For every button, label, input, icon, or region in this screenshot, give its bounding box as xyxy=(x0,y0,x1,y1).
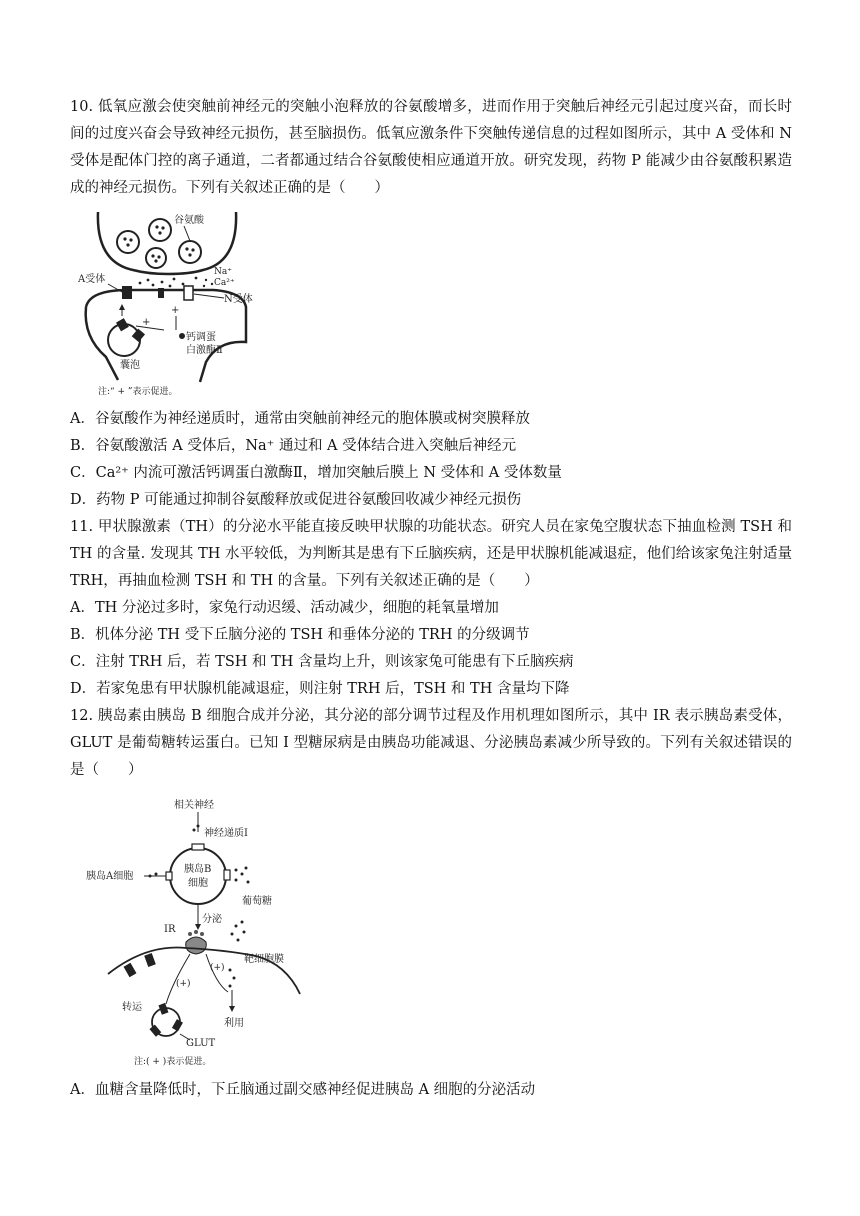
plus-label: (+) xyxy=(210,963,225,973)
q10-option-c: C．Ca²⁺ 内流可激活钙调蛋白激酶Ⅱ，增加突触后膜上 N 受体和 A 受体数量 xyxy=(70,465,562,481)
q10-option-d: D．药物 P 可能通过抑制谷氨酸释放或促进谷氨酸回收减少神经元损伤 xyxy=(70,492,522,508)
label-transmitter: 神经递质Ⅰ xyxy=(204,828,248,839)
q12-figure-note: 注:( + )表示促进。 xyxy=(134,1057,212,1067)
label-a-receptor: A受体 xyxy=(78,274,106,285)
insulin-receptor xyxy=(186,937,207,954)
label-glut: GLUT xyxy=(186,1038,216,1049)
label-enzyme-line2: 白激酶Ⅱ xyxy=(186,345,223,356)
plus-sign: + xyxy=(171,305,180,316)
q12-insulin-figure xyxy=(86,794,316,1074)
q10-synapse-figure xyxy=(78,212,258,402)
q10-option-a: A．谷氨酸作为神经递质时，通常由突触前神经元的胞体膜或树突膜释放 xyxy=(70,411,530,427)
label-na: Na⁺ xyxy=(214,267,232,277)
plus-sign: + xyxy=(142,317,151,328)
label-transport: 转运 xyxy=(122,1002,142,1013)
synaptic-vesicle xyxy=(146,248,166,268)
label-vesicle: 囊泡 xyxy=(120,360,140,371)
label-a-cell: 胰岛A细胞 xyxy=(86,871,134,882)
synaptic-vesicle xyxy=(117,231,139,253)
q12-stem: 12. 胰岛素由胰岛 B 细胞合成并分泌，其分泌的部分调节过程及作用机理如图所示，其中 IR 表示胰岛素受体，GLUT 是葡萄糖转运蛋白。已知 I 型糖尿病是由胰岛功能减退、分泌胰岛素减少所导致的。下列有关叙述错误的是（ ） xyxy=(70,708,792,778)
synaptic-vesicle xyxy=(149,219,171,241)
label-ca: Ca²⁺ xyxy=(214,278,235,288)
q10-figure-note: 注:“ + ”表示促进。 xyxy=(98,387,178,397)
label-ir: IR xyxy=(164,924,176,935)
label-target-membrane: 靶细胞膜 xyxy=(244,954,284,965)
label-secrete: 分泌 xyxy=(202,914,222,925)
q11-option-d: D．若家兔患有甲状腺机能减退症，则注射 TRH 后，TSH 和 TH 含量均下降 xyxy=(70,681,570,697)
a-receptor xyxy=(122,286,132,299)
label-use: 利用 xyxy=(224,1018,244,1029)
label-glutamate: 谷氨酸 xyxy=(174,215,204,226)
label-glucose: 葡萄糖 xyxy=(242,896,272,907)
q11-stem: 11. 甲状腺激素（TH）的分泌水平能直接反映甲状腺的功能状态。研究人员在家兔空腹状态下抽血检测 TSH 和 TH 的含量. 发现其 TH 水平较低，为判断其是患有下丘脑疾病，还是甲状腺机能减退症，他们给该家兔注射适量 TRH，再抽血检测 TSH 和 TH 的含量。下列有关叙述正确的是（ ） xyxy=(70,519,792,589)
label-b-cell-line1: 胰岛B xyxy=(184,864,212,875)
channel xyxy=(158,288,164,298)
q11-option-b: B．机体分泌 TH 受下丘脑分泌的 TSH 和垂体分泌的 TRH 的分级调节 xyxy=(70,627,530,643)
q12-option-a: A．血糖含量降低时，下丘脑通过副交感神经促进胰岛 A 细胞的分泌活动 xyxy=(70,1082,536,1098)
label-enzyme-line1: 钙调蛋 xyxy=(186,332,216,343)
q11-option-c: C．注射 TRH 后，若 TSH 和 TH 含量均上升，则该家兔可能患有下丘脑疾病 xyxy=(70,654,574,670)
n-receptor xyxy=(184,286,193,300)
enzyme-dot xyxy=(179,333,185,339)
label-nerve: 相关神经 xyxy=(174,800,214,811)
q10-stem: 10. 低氧应激会使突触前神经元的突触小泡释放的谷氨酸增多，进而作用于突触后神经元引起过度兴奋，而长时间的过度兴奋会导致神经元损伤，甚至脑损伤。低氧应激条件下突触传递信息的过程如图所示，其中 A 受体和 N 受体是配体门控的离子通道，二者都通过结合谷氨酸使相应通道开放。研究发现，药物 P 能减少由谷氨酸积累造成的神经元损伤。下列有关叙述正确的是（ ） xyxy=(70,99,792,196)
synaptic-vesicle xyxy=(179,241,201,263)
postsynaptic-membrane xyxy=(86,290,246,382)
label-n-receptor: N受体 xyxy=(224,294,253,305)
plus-label: (+) xyxy=(176,979,191,989)
q11-option-a: A．TH 分泌过多时，家兔行动迟缓、活动减少，细胞的耗氧量增加 xyxy=(70,600,499,616)
q10-option-b: B．谷氨酸激活 A 受体后，Na⁺ 通过和 A 受体结合进入突触后神经元 xyxy=(70,438,517,454)
label-b-cell-line2: 细胞 xyxy=(188,878,208,889)
beta-cell xyxy=(170,848,226,904)
